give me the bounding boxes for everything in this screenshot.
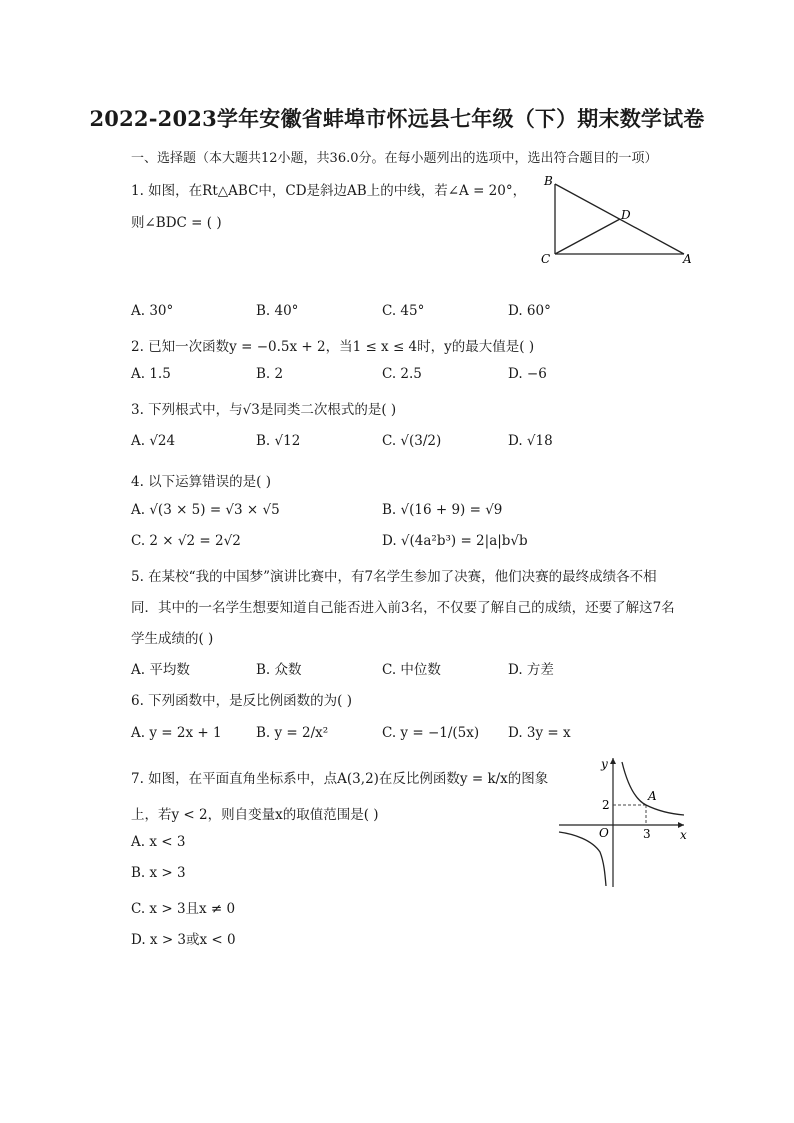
q3-option-a[interactable]: A. √24	[131, 433, 176, 449]
q1-option-a[interactable]: A. 30°	[131, 303, 174, 319]
q1-option-c[interactable]: C. 45°	[382, 303, 425, 319]
q6-stem: 6. 下列函数中，是反比例函数的为( )	[131, 693, 352, 709]
q4-stem: 4. 以下运算错误的是( )	[131, 474, 271, 490]
page-title: 2022-2023学年安徽省蚌埠市怀远县七年级（下）期末数学试卷	[89, 106, 705, 131]
q6-option-b[interactable]: B. y = 2/x²	[256, 725, 329, 741]
q7-option-c[interactable]: C. x > 3且x ≠ 0	[131, 901, 236, 917]
q4-option-d[interactable]: D. √(4a²b³) = 2|a|b√b	[382, 533, 528, 549]
q7-option-d[interactable]: D. x > 3或x < 0	[131, 932, 236, 948]
q3-option-b[interactable]: B. √12	[256, 433, 301, 449]
q4-option-c[interactable]: C. 2 × √2 = 2√2	[131, 533, 241, 549]
q2-option-d[interactable]: D. −6	[508, 366, 547, 382]
section-heading: 一、选择题（本大题共12小题，共36.0分。在每小题列出的选项中，选出符合题目的一项）	[131, 151, 658, 166]
q3-stem: 3. 下列根式中，与√3是同类二次根式的是( )	[131, 402, 397, 418]
q5-option-b[interactable]: B. 众数	[256, 662, 302, 678]
q1-label-a: A	[683, 252, 692, 266]
q1-label-b: B	[544, 174, 553, 188]
q1-label-d: D	[621, 208, 631, 222]
q5-stem-line-1: 5. 在某校“我的中国梦”演讲比赛中，有7名学生参加了决赛，他们决赛的最终成绩各不相	[131, 569, 657, 585]
q5-option-c[interactable]: C. 中位数	[382, 662, 441, 678]
q7-stem-line-2: 上，若y < 2，则自变量x的取值范围是( )	[131, 807, 379, 823]
q4-option-b[interactable]: B. √(16 + 9) = √9	[382, 502, 503, 518]
q1-option-b[interactable]: B. 40°	[256, 303, 299, 319]
q2-option-c[interactable]: C. 2.5	[382, 366, 422, 382]
q3-option-c[interactable]: C. √(3/2)	[382, 433, 442, 449]
q1-triangle-figure	[536, 174, 706, 270]
q7-hyperbola-graph	[554, 752, 694, 890]
q1-stem-line-1: 1. 如图，在Rt△ABC中，CD是斜边AB上的中线，若∠A = 20°，	[131, 183, 527, 199]
q1-label-c: C	[541, 252, 551, 266]
q5-stem-line-3: 学生成绩的( )	[131, 631, 214, 647]
q7-stem-line-1: 7. 如图，在平面直角坐标系中，点A(3,2)在反比例函数y = k/x的图象	[131, 771, 549, 787]
q1-stem-line-2: 则∠BDC = ( )	[131, 215, 222, 231]
q2-option-a[interactable]: A. 1.5	[131, 366, 171, 382]
q7-label-3: 3	[643, 827, 651, 841]
q2-option-b[interactable]: B. 2	[256, 366, 284, 382]
q5-option-a[interactable]: A. 平均数	[131, 662, 190, 678]
q5-option-d[interactable]: D. 方差	[508, 662, 554, 678]
q7-option-b[interactable]: B. x > 3	[131, 865, 186, 881]
q4-option-a[interactable]: A. √(3 × 5) = √3 × √5	[131, 502, 280, 518]
q1-option-d[interactable]: D. 60°	[508, 303, 551, 319]
q5-stem-line-2: 同．其中的一名学生想要知道自己能否进入前3名，不仅要了解自己的成绩，还要了解这7名	[131, 600, 675, 616]
q7-label-2: 2	[602, 798, 610, 812]
q3-option-d[interactable]: D. √18	[508, 433, 553, 449]
q6-option-d[interactable]: D. 3y = x	[508, 725, 571, 741]
q6-option-a[interactable]: A. y = 2x + 1	[131, 725, 222, 741]
q7-label-a: A	[648, 789, 657, 803]
q7-label-y: y	[601, 757, 608, 771]
q7-label-x: x	[680, 828, 687, 842]
q7-label-o: O	[599, 826, 609, 840]
q2-stem: 2. 已知一次函数y = −0.5x + 2，当1 ≤ x ≤ 4时，y的最大值是( )	[131, 339, 535, 355]
q7-option-a[interactable]: A. x < 3	[131, 834, 186, 850]
q6-option-c[interactable]: C. y = −1/(5x)	[382, 725, 480, 741]
